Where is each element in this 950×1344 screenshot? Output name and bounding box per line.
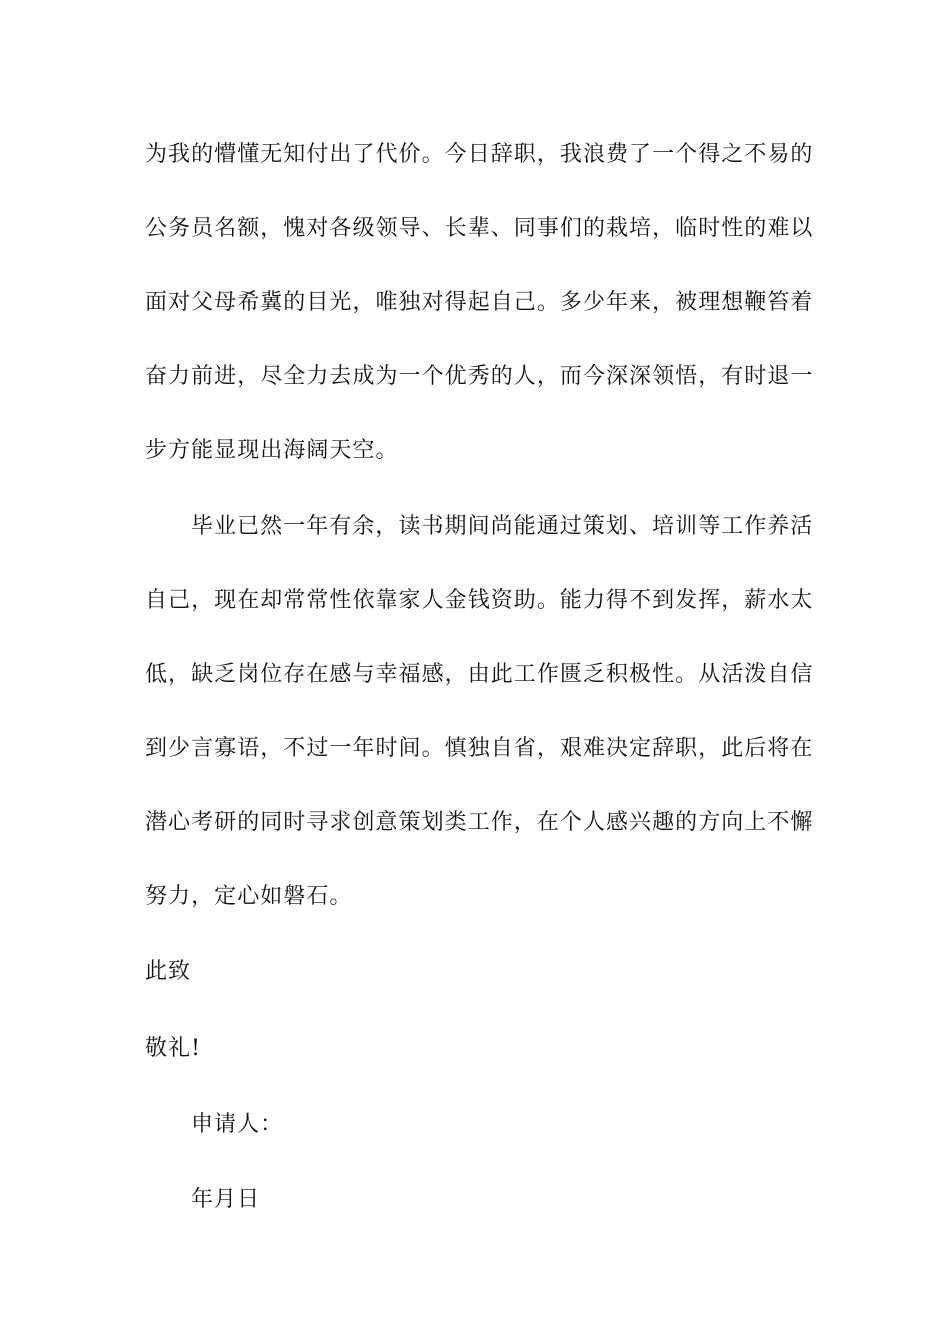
- body-text-line: 低，缺乏岗位存在感与幸福感，由此工作匮乏积极性。从活泼自信: [145, 662, 814, 687]
- body-text-line: 公务员名额，愧对各级领导、长辈、同事们的栽培，临时性的难以: [145, 216, 814, 241]
- date-label: 年月日: [191, 1187, 261, 1212]
- body-text-line: 奋力前进，尽全力去成为一个优秀的人，而今深深领悟，有时退一: [145, 364, 814, 389]
- applicant-label: 申请人：: [191, 1112, 284, 1137]
- body-text-line: 为我的懵懂无知付出了代价。今日辞职，我浪费了一个得之不易的: [145, 142, 814, 167]
- body-text-line: 毕业已然一年有余，读书期间尚能通过策划、培训等工作养活: [191, 514, 814, 539]
- body-text-line: 到少言寡语，不过一年时间。慎独自省，艰难决定辞职，此后将在: [145, 736, 814, 761]
- body-text-line: 面对父母希冀的目光，唯独对得起自己。多少年来，被理想鞭笞着: [145, 290, 814, 315]
- closing-regards: 敬礼!: [145, 1036, 201, 1061]
- body-text-line: 努力，定心如磐石。: [145, 884, 353, 909]
- closing-salutation: 此致: [145, 959, 192, 984]
- body-text-line: 自己，现在却常常性依靠家人金钱资助。能力得不到发挥，薪水太: [145, 588, 814, 613]
- body-text-line: 潜心考研的同时寻求创意策划类工作，在个人感兴趣的方向上不懈: [145, 810, 814, 835]
- body-text-line: 步方能显现出海阔天空。: [145, 438, 399, 463]
